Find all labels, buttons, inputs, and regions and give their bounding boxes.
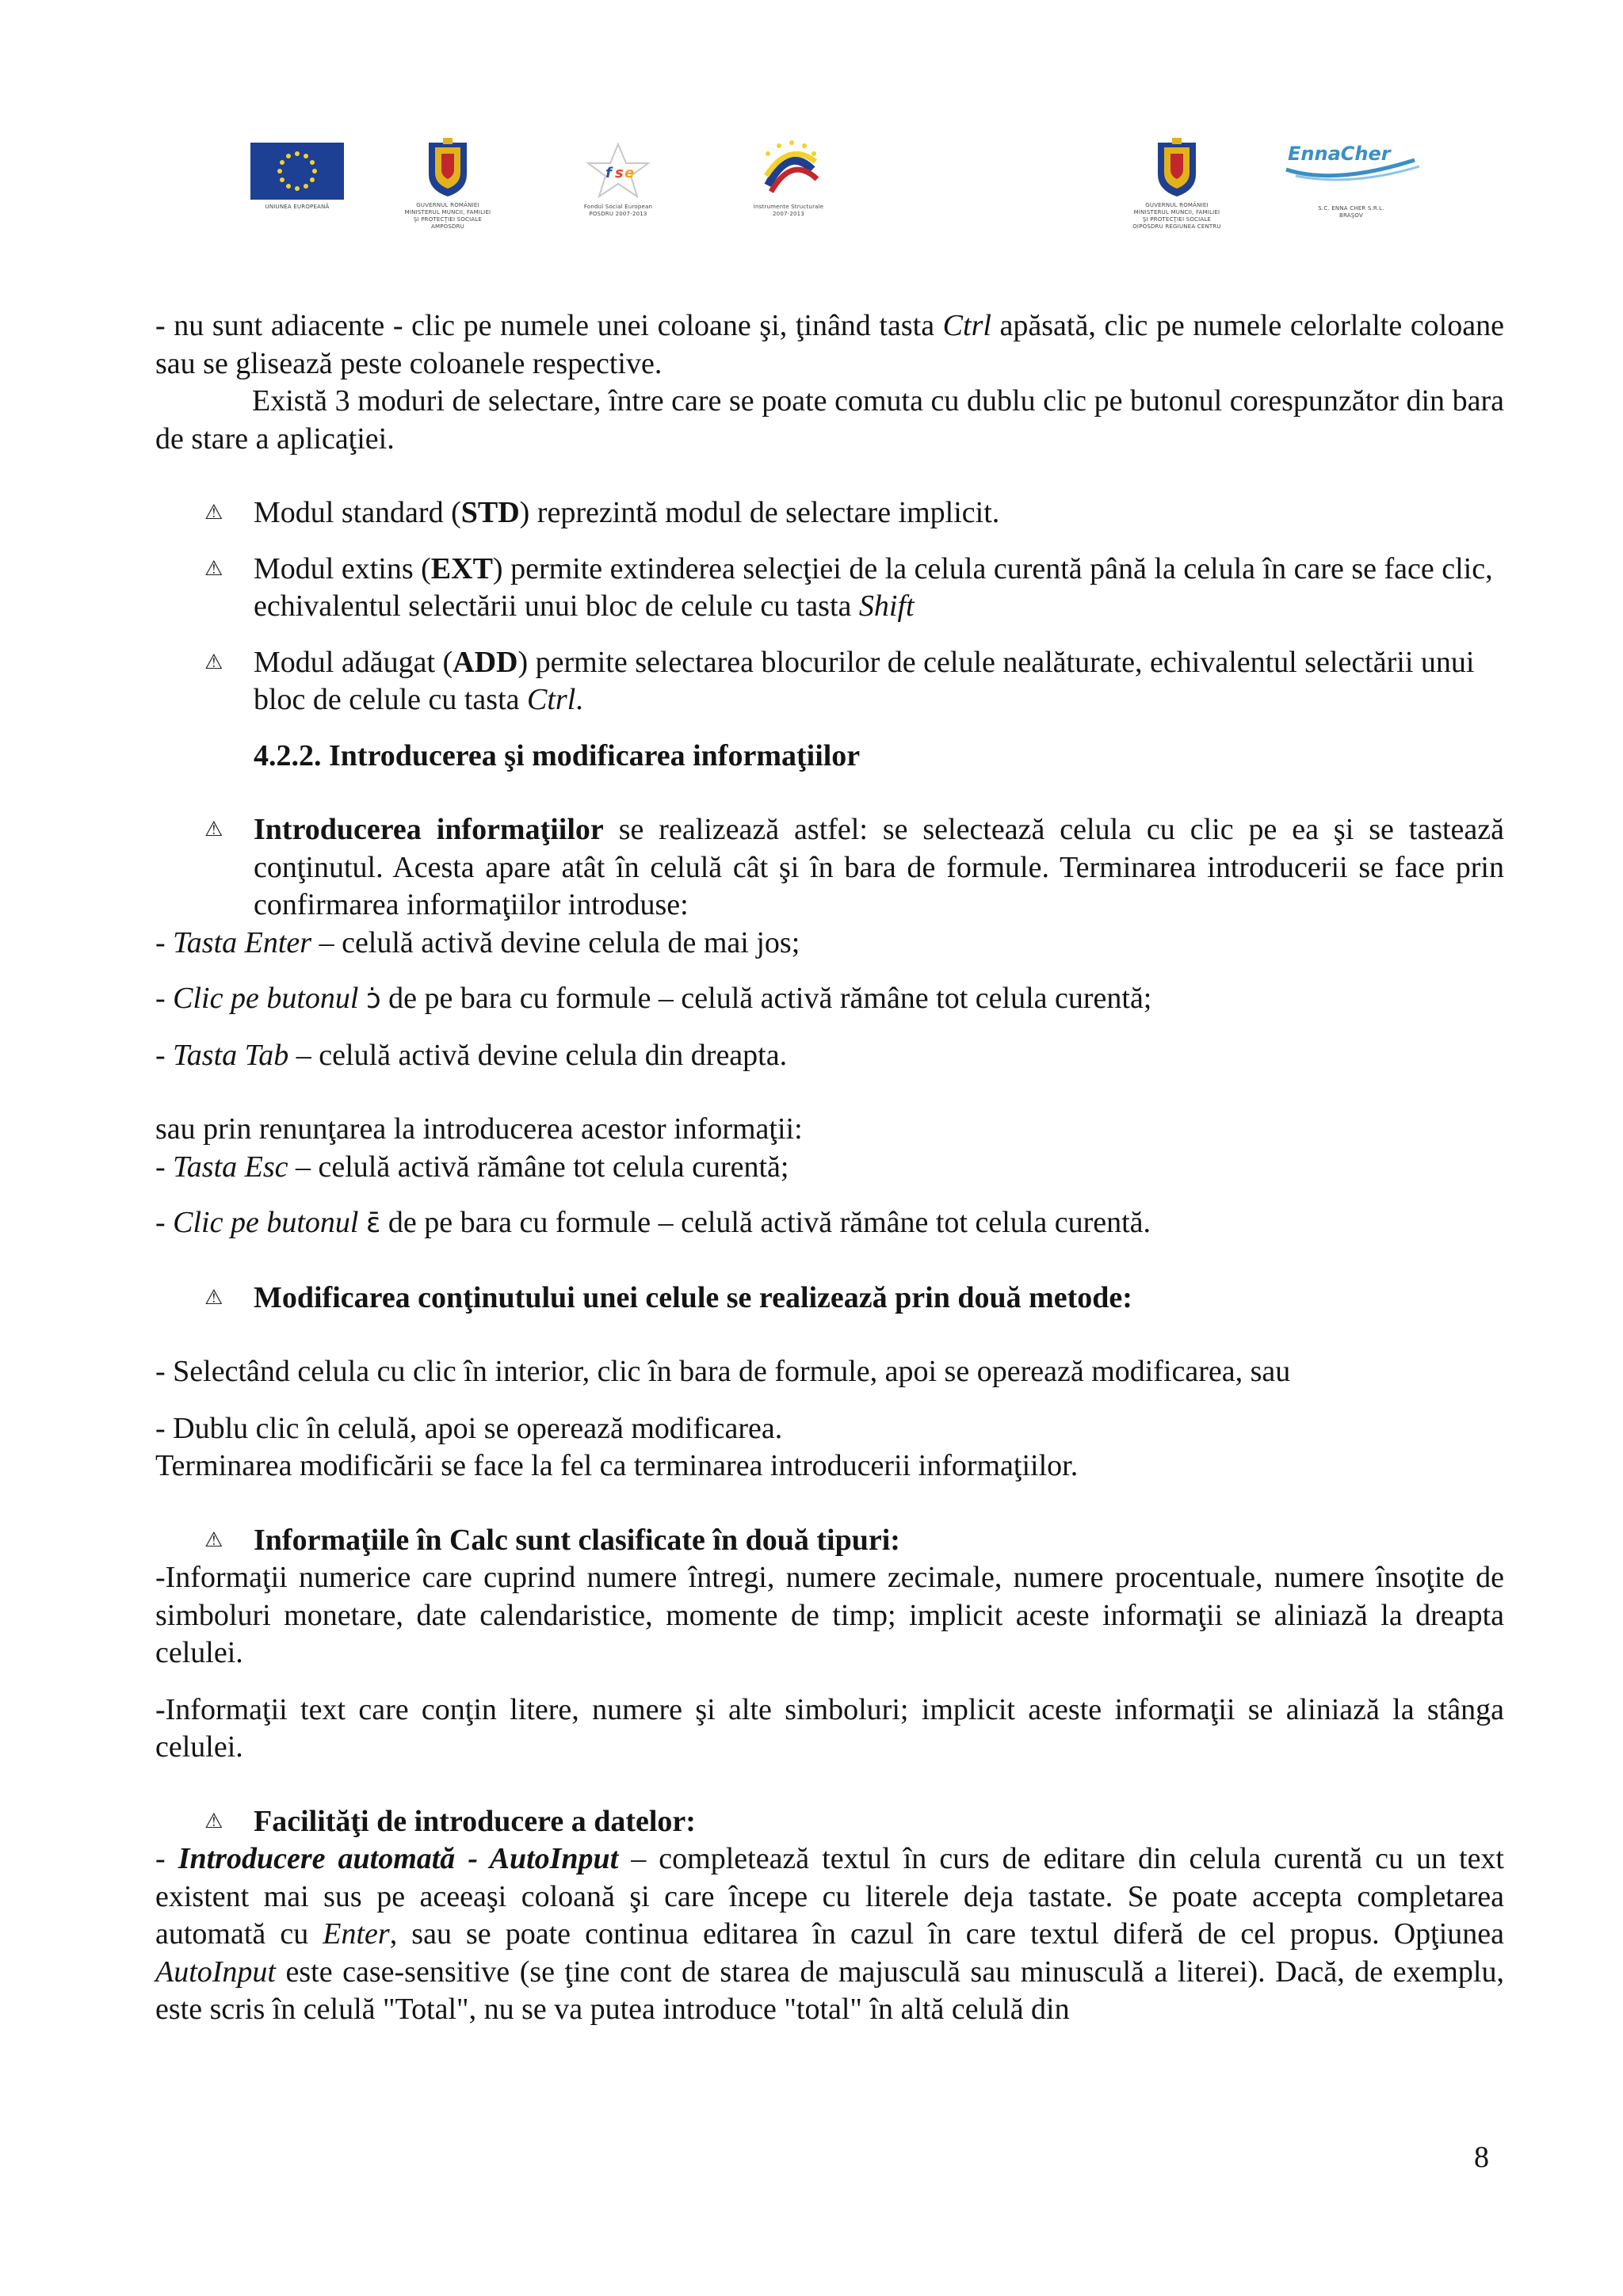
bullet-standard-mode: ⚠ Modul standard (STD) reprezintă modul de selectare implicit. — [155, 494, 1504, 532]
list-item-confirm-button: - Clic pe butonul ɔ̇ de pe bara cu formule – celulă activă rămâne tot celula curentă; — [155, 982, 1152, 1015]
bullet-icon: ⚠ — [204, 818, 223, 841]
bullet-extended-mode: ⚠ Modul extins (EXT) permite extinderea selecţiei de la celula curentă până la celula în care se face clic, echivalentul selectării unui bloc de celule cu tasta Shift — [204, 551, 1493, 623]
bullet-icon: ⚠ — [204, 1285, 223, 1310]
logo-caption: GUVERNUL ROMÂNIEI MINISTERUL MUNCII, FAMILIEI ŞI PROTECŢIEI SOCIALE OIPOSDRU REGIUNEA CENTRU — [1132, 202, 1221, 230]
structural-instruments-logo — [729, 138, 848, 218]
ennacher-logo — [1276, 139, 1426, 219]
paragraph-numeric-data: -Informaţii numerice care cuprind numere întregi, numere zecimale, numere procentuale, numere însoţite de simboluri monetare, date calendaristice, momente de timp; implicit aceste informaţii se aliniază la dreapta celulei. — [155, 1561, 1504, 1669]
paragraph-modify-method-1: - Selectând celula cu clic în interior, clic în bara de formule, apoi se operează modificarea, sau — [155, 1355, 1291, 1388]
bullet-data-types: ⚠ Informaţiile în Calc sunt clasificate în două tipuri: — [155, 1522, 1504, 1560]
list-item-tab: - Tasta Tab – celulă activă devine celula din dreapta. — [155, 1038, 788, 1072]
cancel-icon: ɛ̄ — [365, 1207, 381, 1239]
paragraph-text-data: -Informaţii text care conţin litere, numere şi alte simboluri; implicit aceste informaţii se aliniază la stânga celulei. — [155, 1692, 1504, 1764]
ennacher-swoosh-icon — [1280, 139, 1423, 187]
svg-text:e: e — [624, 165, 635, 181]
coat-of-arms-icon — [421, 136, 475, 198]
confirm-icon: ɔ̇ — [365, 983, 381, 1015]
page-number: 8 — [1474, 2141, 1489, 2174]
document-body — [155, 307, 1504, 2029]
logo-caption: Instrumente Structurale 2007-2013 — [753, 204, 824, 217]
paragraph-selection-modes: Există 3 moduri de selectare, între care se poate comuta cu dublu clic pe butonul corespunzător din bara de stare a aplicaţiei. — [155, 384, 1504, 456]
bullet-entering-data: ⚠ Introducerea informaţiilor se realizează astfel: se selectează celula cu clic pe ea şi se tastează conţinutul. Acesta apare atât în celulă cât şi în bara de formule. Terminarea introducerii se face prin confirmarea informaţiilor introduse: — [204, 813, 1504, 921]
list-item-esc: - Tasta Esc – celulă activă rămâne tot celula curentă; — [155, 1150, 789, 1184]
paragraph-columns: - nu sunt adiacente - clic pe numele unei coloane şi, ţinând tasta Ctrl apăsată, clic pe numele celorlalte coloane sau se glisează peste coloanele respective. — [155, 309, 1504, 380]
paragraph-cancel: sau prin renunţarea la introducerea acestor informaţii: — [155, 1112, 803, 1146]
sponsor-logo-bar — [230, 143, 1450, 261]
section-heading: 4.2.2. Introducerea şi modificarea informaţiilor — [254, 738, 861, 772]
coat-of-arms-icon — [1150, 136, 1204, 198]
svg-text:f: f — [605, 165, 612, 181]
list-item-cancel-button: - Clic pe butonul ɛ̄ de pe bara cu formule – celulă activă rămâne tot celula curentă. — [155, 1206, 1151, 1239]
romanian-coat-of-arms-logo-2 — [1109, 136, 1244, 231]
bullet-icon: ⚠ — [204, 1809, 223, 1833]
paragraph-autoinput: - Introducere automată - AutoInput – completează textul în curs de editare din celula curentă cu un text existent mai sus pe aceeaşi coloană şi care începe cu literele deja tastate. Se poate accepta completarea automată cu Enter, sau se poate continua editarea în cazul în care textul diferă de cel propus. Opţiunea AutoInput este case-sensitive (se ţine cont de starea de majusculă sau minusculă a literei). Dacă, de exemplu, este scris în celulă "Total", nu se va putea introduce "total" în altă celulă din — [155, 1842, 1504, 2026]
paragraph-modify-method-2: - Dublu clic în celulă, apoi se operează modificarea. — [155, 1411, 783, 1445]
logo-caption: Fondul Social European POSDRU 2007-2013 — [583, 204, 653, 217]
bullet-added-mode: ⚠ Modul adăugat (ADD) permite selectarea blocurilor de celule nealăturate, echivalentul selectării unui bloc de celule cu tasta Ctrl. — [204, 645, 1475, 716]
ennacher-wordmark: EnnaCher — [1288, 143, 1391, 165]
list-item-enter: - Tasta Enter – celulă activă devine celula de mai jos; — [155, 925, 800, 959]
logo-caption: GUVERNUL ROMÂNIEI MINISTERUL MUNCII, FAMILIEI ŞI PROTECŢIEI SOCIALE AMPOSDRU — [404, 202, 491, 230]
bullet-icon: ⚠ — [204, 501, 223, 524]
logo-caption: UNIUNEA EUROPEANĂ — [265, 204, 330, 210]
paragraph-modify-end: Terminarea modificării se face la fel ca terminarea introducerii informaţiilor. — [155, 1449, 1079, 1482]
eu-flag-icon — [250, 143, 344, 200]
bullet-input-facilities: ⚠ Facilităţi de introducere a datelor: — [155, 1803, 1504, 1841]
bullet-icon: ⚠ — [204, 1527, 223, 1552]
svg-text:s: s — [615, 165, 624, 181]
fse-star-icon — [582, 143, 655, 200]
bullet-icon: ⚠ — [204, 556, 223, 581]
romanian-coat-of-arms-logo-1 — [384, 136, 511, 231]
bullet-modifying-content: ⚠ Modificarea conţinutului unei celule se realizează prin două metode: — [155, 1280, 1504, 1318]
fse-logo — [559, 143, 678, 218]
bullet-icon: ⚠ — [204, 650, 223, 674]
structural-instruments-icon — [752, 138, 825, 200]
logo-caption: S.C. ENNA CHER S.R.L. BRAŞOV — [1318, 205, 1384, 219]
eu-flag-logo — [238, 143, 357, 211]
